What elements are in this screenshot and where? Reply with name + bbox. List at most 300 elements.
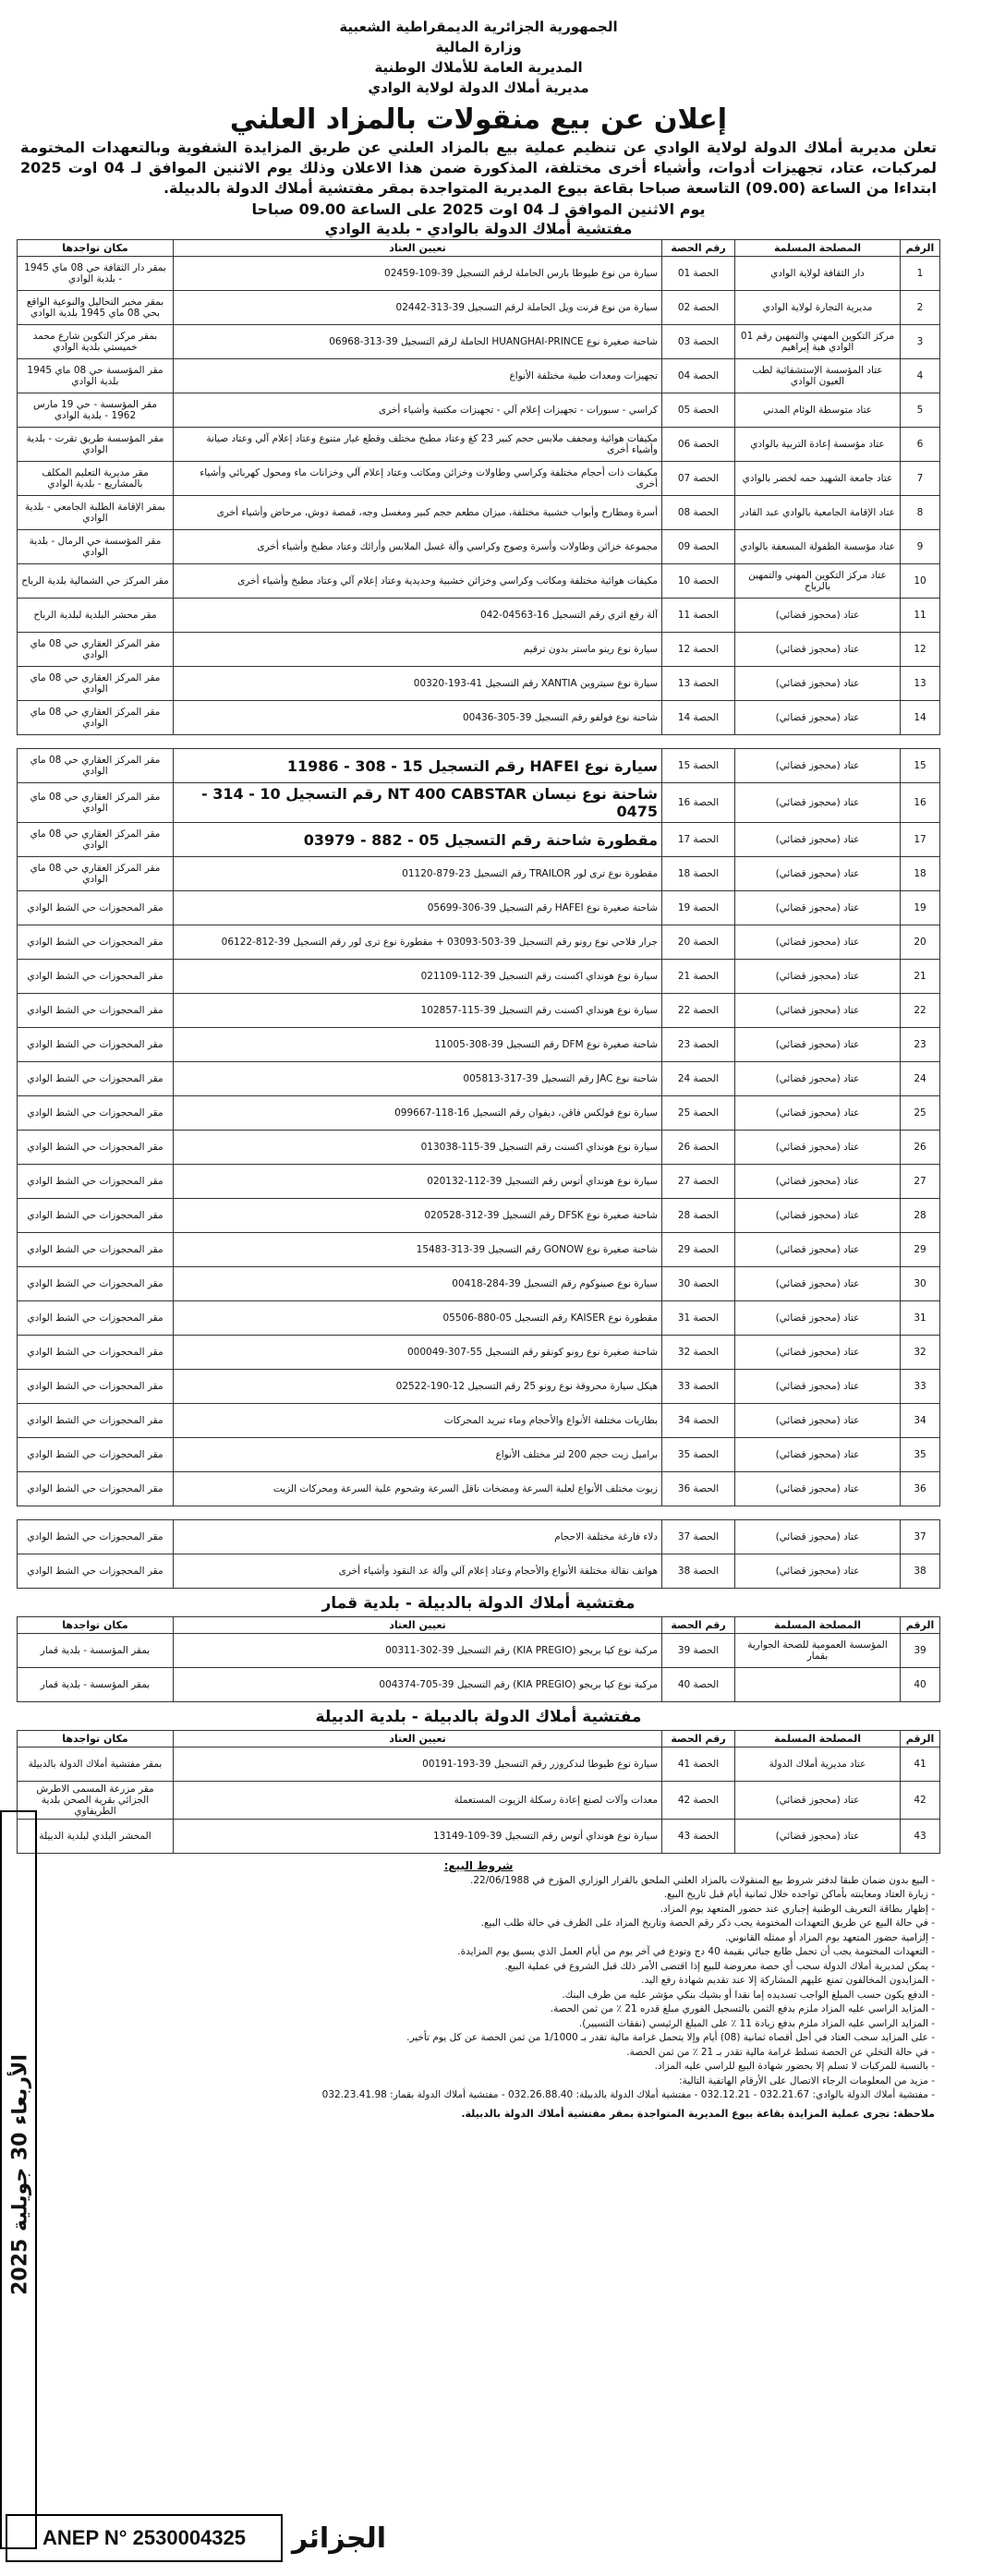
row-number: 31 — [901, 1301, 940, 1336]
table-body-4 — [18, 1634, 940, 1702]
table-row — [18, 994, 940, 1028]
row-location: مقر المحجوزات حي الشط الوادي — [18, 1520, 174, 1554]
condition-line: - الدفع يكون حسب المبلغ الواجب تسديده إما نقدا أو بشيك بنكي مؤشر عليه من طرف البنك. — [562, 1989, 935, 2001]
row-lot: الحصة 20 — [662, 925, 735, 960]
row-number: 38 — [901, 1554, 940, 1589]
row-lot: الحصة 02 — [662, 291, 735, 325]
row-location: بمقر مركز التكوين شارع محمد خميستي بلدية الوادي — [18, 325, 174, 359]
table-row — [18, 1634, 940, 1668]
row-number: 39 — [901, 1634, 940, 1668]
row-description: سيارة نوع هونداي اكسنت رقم التسجيل 39-115-102857 — [174, 994, 662, 1028]
anep-number: ANEP N° 2530004325 — [6, 2514, 283, 2562]
row-service: عتاد (محجوز قضائي) — [735, 667, 901, 701]
table-row — [18, 1233, 940, 1267]
header-line-3: المديرية العامة للأملاك الوطنية — [374, 59, 583, 76]
row-service: عتاد (محجوز قضائي) — [735, 857, 901, 891]
row-number: 41 — [901, 1748, 940, 1782]
row-description: سيارة من نوع فرنت ويل الحاملة لرقم التسجيل 39-313-02442 — [174, 291, 662, 325]
condition-line: - على المزايد سحب العتاد في أجل أقصاه ثمانية (08) أيام وإلا يتحمل غرامة مالية تقدر بـ 1/1000 من ثمن الحصة عن كل يوم تأخير. — [406, 2032, 935, 2043]
row-number: 5 — [901, 393, 940, 428]
row-description: جرار فلاحي نوع رونو رقم التسجيل 39-503-03093 + مقطورة نوع ترى لور رقم التسجيل 39-812-06122 — [174, 925, 662, 960]
row-location: بمقر مخبر التحاليل والنوعية الواقع بحي 08 ماي 1945 بلدية الوادي — [18, 291, 174, 325]
row-description: شاحنة صغيرة نوع DFM رقم التسجيل 39-308-11005 — [174, 1028, 662, 1062]
col-lot: رقم الحصة — [662, 1731, 735, 1748]
col-service: المصلحة المسلمة — [735, 1731, 901, 1748]
row-number: 25 — [901, 1096, 940, 1131]
row-description: براميل زيت حجم 200 لتر مختلف الأنواع — [174, 1438, 662, 1472]
row-lot: الحصة 35 — [662, 1438, 735, 1472]
table-row — [18, 530, 940, 564]
row-number: 16 — [901, 783, 940, 823]
row-number: 4 — [901, 359, 940, 393]
row-description: تجهيزات ومعدات طبية مختلفة الأنواع — [174, 359, 662, 393]
row-number: 1 — [901, 257, 940, 291]
row-lot: الحصة 14 — [662, 701, 735, 735]
row-description: بطاريات مختلفة الأنواع والأحجام وماء تبريد المحركات — [174, 1404, 662, 1438]
row-lot: الحصة 18 — [662, 857, 735, 891]
row-lot: الحصة 37 — [662, 1520, 735, 1554]
row-description: مقطورة نوع ترى لور TRAILOR رقم التسجيل 23-879-01120 — [174, 857, 662, 891]
row-number: 19 — [901, 891, 940, 925]
row-service: عتاد (محجوز قضائي) — [735, 749, 901, 783]
row-lot: الحصة 36 — [662, 1472, 735, 1506]
row-lot: الحصة 31 — [662, 1301, 735, 1336]
row-location: مقر المحجوزات حي الشط الوادي — [18, 1370, 174, 1404]
table-row — [18, 1668, 940, 1702]
row-number: 18 — [901, 857, 940, 891]
table-row — [18, 1520, 940, 1554]
row-description: مجموعة خزائن وطاولات وأسرة وصوج وكراسي وآلة غسل الملابس وأرائك وعتاد مطبخ وأشياء أخرى — [174, 530, 662, 564]
row-description: دلاء فارغة مختلفة الاحجام — [174, 1520, 662, 1554]
row-location: مقر المركز العقاري حي 08 ماي الوادي — [18, 633, 174, 667]
row-description: هواتف نقالة مختلفة الأنواع والأحجام وعتاد إعلام آلي وآلة عد النقود وأشياء أخرى — [174, 1554, 662, 1589]
date-line: يوم الاثنين الموافق لـ 04 اوت 2025 على الساعة 09.00 صباحا — [251, 200, 706, 218]
row-location: مقر مديرية التعليم المكلف بالمشاريع - بلدية الوادي — [18, 462, 174, 496]
col-loc: مكان تواجدها — [18, 1731, 174, 1748]
row-number: 21 — [901, 960, 940, 994]
table-row — [18, 1028, 940, 1062]
col-service: المصلحة المسلمة — [735, 1617, 901, 1634]
row-service: عتاد (محجوز قضائي) — [735, 1554, 901, 1589]
row-lot: الحصة 15 — [662, 749, 735, 783]
row-description: كراسي - سبورات - تجهيزات إعلام آلي - تجهيزات مكتبية وأشياء أخرى — [174, 393, 662, 428]
row-location: مقر محشر البلدية لبلدية الرباح — [18, 599, 174, 633]
row-location: بمقر الإقامة الطلبة الجامعي - بلدية الوادي — [18, 496, 174, 530]
table-row — [18, 393, 940, 428]
row-description: سيارة نوع فولكس فاقن، ديفوان رقم التسجيل 16-118-099667 — [174, 1096, 662, 1131]
row-location: مقر المحجوزات حي الشط الوادي — [18, 1233, 174, 1267]
row-service: عتاد (محجوز قضائي) — [735, 1820, 901, 1854]
col-lot: رقم الحصة — [662, 240, 735, 257]
row-number: 24 — [901, 1062, 940, 1096]
row-location: مقر المحجوزات حي الشط الوادي — [18, 1554, 174, 1589]
row-service: عتاد (محجوز قضائي) — [735, 1520, 901, 1554]
row-number: 12 — [901, 633, 940, 667]
table-section-2 — [17, 748, 940, 1506]
table-row — [18, 325, 940, 359]
table-body-5 — [18, 1748, 940, 1854]
row-location: مقر المحجوزات حي الشط الوادي — [18, 960, 174, 994]
row-service: عتاد (محجوز قضائي) — [735, 1028, 901, 1062]
table-body-3 — [18, 1520, 940, 1589]
row-number: 14 — [901, 701, 940, 735]
table-row — [18, 1472, 940, 1506]
row-number: 30 — [901, 1267, 940, 1301]
table-section-5 — [17, 1730, 940, 1854]
col-num: الرقم — [901, 1731, 940, 1748]
row-lot: الحصة 17 — [662, 823, 735, 857]
row-description: سيارة نوع هونداي أتوس رقم التسجيل 39-112-020132 — [174, 1165, 662, 1199]
row-lot: الحصة 28 — [662, 1199, 735, 1233]
table-row — [18, 564, 940, 599]
row-location: مقر المحجوزات حي الشط الوادي — [18, 1472, 174, 1506]
row-lot: الحصة 03 — [662, 325, 735, 359]
row-description: شاحنة صغيرة نوع HAFEI رقم التسجيل 39-306-05699 — [174, 891, 662, 925]
row-description: سيارة نوع طيوطا لندكروزر رقم التسجيل 39-193-00191 — [174, 1748, 662, 1782]
row-lot: الحصة 09 — [662, 530, 735, 564]
row-number: 6 — [901, 428, 940, 462]
row-service: عتاد (محجوز قضائي) — [735, 1267, 901, 1301]
row-service: عتاد (محجوز قضائي) — [735, 1404, 901, 1438]
table-row — [18, 1438, 940, 1472]
header-block — [17, 17, 940, 98]
row-location: مقر المركز العقاري حي 08 ماي الوادي — [18, 701, 174, 735]
row-service: عتاد (محجوز قضائي) — [735, 1472, 901, 1506]
table-row — [18, 1062, 940, 1096]
row-service: عتاد (محجوز قضائي) — [735, 960, 901, 994]
row-service — [735, 1668, 901, 1702]
row-location: مقر المركز العقاري حي 08 ماي الوادي — [18, 749, 174, 783]
row-service: عتاد (محجوز قضائي) — [735, 1782, 901, 1820]
row-service: عتاد (محجوز قضائي) — [735, 783, 901, 823]
row-location: مقر المؤسسة حي 08 ماي 1945 بلدية الوادي — [18, 359, 174, 393]
row-lot: الحصة 27 — [662, 1165, 735, 1199]
table-row — [18, 599, 940, 633]
header-line-4: مديرية أملاك الدولة لولاية الوادي — [368, 79, 589, 96]
condition-line: - يمكن لمديرية أملاك الدولة سحب أي حصة معروضة للبيع إذا اقتضى الأمر ذلك قبل الشروع في عملية البيع. — [504, 1960, 935, 1972]
row-lot: الحصة 29 — [662, 1233, 735, 1267]
row-description: مكيفات هوائية مختلفة ومكاتب وكراسي وخزائن خشبية وحديدية وعتاد إعلام آلي وعتاد مطبخ وأشياء أخرى — [174, 564, 662, 599]
row-location: مقر المحجوزات حي الشط الوادي — [18, 1028, 174, 1062]
row-service: عتاد (محجوز قضائي) — [735, 1165, 901, 1199]
table-row — [18, 857, 940, 891]
table-row — [18, 667, 940, 701]
row-service: عتاد (محجوز قضائي) — [735, 1096, 901, 1131]
row-location: بمقر دار الثقافة حي 08 ماي 1945 - بلدية الوادي — [18, 257, 174, 291]
row-lot: الحصة 19 — [662, 891, 735, 925]
table-row — [18, 1782, 940, 1820]
table-row — [18, 1336, 940, 1370]
conditions-note: ملاحظة: تجرى عملية المزايدة بقاعة بيوع المديرية المتواجدة بمقر مفتشية أملاك الدولة بالدبيلة. — [461, 2107, 935, 2120]
row-location: مقر المحجوزات حي الشط الوادي — [18, 925, 174, 960]
row-description: مكيفات ذات أحجام مختلفة وكراسي وطاولات وخزائن ومكاتب وعتاد إعلام آلي وخزانات ماء ومحول كهربائي وأشياء أخرى — [174, 462, 662, 496]
condition-line: - البيع بدون ضمان طبقا لدفتر شروط بيع المنقولات بالمزاد العلني الملحق بالقرار الوزاري المؤرخ في 22/06/1988. — [470, 1874, 935, 1886]
announcement — [17, 17, 940, 2121]
table-row — [18, 496, 940, 530]
row-service: عتاد (محجوز قضائي) — [735, 1131, 901, 1165]
table-row — [18, 633, 940, 667]
row-lot: الحصة 06 — [662, 428, 735, 462]
condition-line: - بالنسبة للمركبات لا تسلم إلا بحضور شهادة البيع للراسي عليه المزاد. — [654, 2061, 935, 2072]
row-number: 2 — [901, 291, 940, 325]
side-date-box — [0, 1810, 37, 2549]
row-service: عتاد مؤسسة الطفولة المسعفة بالوادي — [735, 530, 901, 564]
intro-paragraph: تعلن مديرية أملاك الدولة لولاية الوادي عن تنظيم عملية بيع بالمزاد العلني عن طريق المزايدة الشفوية وبالتعهدات المختومة لمركبات، عتاد، تجهيزات أدوات، وأشياء أخرى مختلفة، المذكورة ضمن هذا الاعلان وذلك يوم الاثنين الموافق لـ 04 اوت 2025 ابتداءا من الساعة (09.00) التاسعة صباحا بقاعة بيوع المديرية المتواجدة بمقر مفتشية أملاك الدولة بالدبيلة. — [20, 139, 937, 197]
row-location: مقر المركز العقاري حي 08 ماي الوادي — [18, 857, 174, 891]
table-row — [18, 1131, 940, 1165]
table-body-1 — [18, 257, 940, 735]
table-row — [18, 823, 940, 857]
table-row — [18, 1165, 940, 1199]
row-service: عتاد (محجوز قضائي) — [735, 1438, 901, 1472]
row-service: عتاد (محجوز قضائي) — [735, 823, 901, 857]
conditions-block — [17, 1859, 940, 2121]
condition-line: - إلزامية حضور المتعهد يوم المزاد أو ممثله القانوني. — [725, 1931, 935, 1943]
col-desc: تعيين العتاد — [174, 240, 662, 257]
row-service: عتاد (محجوز قضائي) — [735, 1199, 901, 1233]
row-description: سيارة نوع هونداي أتوس رقم التسجيل 39-109-13149 — [174, 1820, 662, 1854]
row-location: بمقر المؤسسة - بلدية قمار — [18, 1634, 174, 1668]
row-lot: الحصة 01 — [662, 257, 735, 291]
row-lot: الحصة 42 — [662, 1782, 735, 1820]
row-location: مقر المحجوزات حي الشط الوادي — [18, 1438, 174, 1472]
row-lot: الحصة 08 — [662, 496, 735, 530]
row-lot: الحصة 23 — [662, 1028, 735, 1062]
row-lot: الحصة 04 — [662, 359, 735, 393]
table-body-2 — [18, 749, 940, 1506]
table-row — [18, 1267, 940, 1301]
row-description: سيارة نوع رينو ماستر بدون ترقيم — [174, 633, 662, 667]
row-lot: الحصة 22 — [662, 994, 735, 1028]
row-location: مقر المحجوزات حي الشط الوادي — [18, 1199, 174, 1233]
table-row — [18, 1301, 940, 1336]
row-description: شاحنة صغيرة نوع HUANGHAI-PRINCE الحاملة لرقم التسجيل 39-313-06968 — [174, 325, 662, 359]
row-number: 33 — [901, 1370, 940, 1404]
table-row — [18, 257, 940, 291]
row-lot: الحصة 12 — [662, 633, 735, 667]
row-location: مقر المحجوزات حي الشط الوادي — [18, 1336, 174, 1370]
row-number: 23 — [901, 1028, 940, 1062]
row-service: عتاد مديرية أملاك الدولة — [735, 1748, 901, 1782]
section-4-title: مفتشية أملاك الدولة بالدبيلة - بلدية قمار — [321, 1594, 636, 1613]
table-section-1 — [17, 239, 940, 735]
row-number: 26 — [901, 1131, 940, 1165]
row-description: شاحنة نوع نيسان NT 400 CABSTAR رقم التسجيل 10 - 314 - 0475 — [174, 783, 662, 823]
condition-line: - التعهدات المختومة يجب أن تحمل طابع جبائي بقيمة 40 دج وتودع في آخر يوم من أيام العمل الذي يسبق يوم المزايدة. — [457, 1946, 935, 1957]
row-location: مقر المركز العقاري حي 08 ماي الوادي — [18, 783, 174, 823]
side-date-text: الأربعاء 30 جويلية 2025 — [8, 2054, 32, 2295]
row-service: عتاد مركز التكوين المهني والتمهين بالرباح — [735, 564, 901, 599]
table-row — [18, 1096, 940, 1131]
row-service: عتاد المؤسسة الإستشفائية لطب العيون الوادي — [735, 359, 901, 393]
row-number: 8 — [901, 496, 940, 530]
row-service: عتاد (محجوز قضائي) — [735, 1301, 901, 1336]
col-loc: مكان تواجدها — [18, 1617, 174, 1634]
row-location: مقر المحجوزات حي الشط الوادي — [18, 994, 174, 1028]
row-service: عتاد (محجوز قضائي) — [735, 1233, 901, 1267]
row-location: مقر المؤسسة - حي 19 مارس 1962 - بلدية الوادي — [18, 393, 174, 428]
row-number: 28 — [901, 1199, 940, 1233]
table-row — [18, 359, 940, 393]
row-lot: الحصة 10 — [662, 564, 735, 599]
row-location: بمقر مفتشية أملاك الدولة بالدبيلة — [18, 1748, 174, 1782]
row-location: مقر المركز العقاري حي 08 ماي الوادي — [18, 667, 174, 701]
row-lot: الحصة 21 — [662, 960, 735, 994]
row-description: مركبة نوع كيا بريجو (KIA PREGIO) رقم التسجيل 39-302-00311 — [174, 1634, 662, 1668]
col-num: الرقم — [901, 240, 940, 257]
row-location: مقر المحجوزات حي الشط الوادي — [18, 891, 174, 925]
row-number: 43 — [901, 1820, 940, 1854]
row-description: هيكل سيارة محروقة نوع رونو 25 رقم التسجيل 12-190-02522 — [174, 1370, 662, 1404]
row-location: بمقر المؤسسة - بلدية قمار — [18, 1668, 174, 1702]
row-description: سيارة نوع HAFEI رقم التسجيل 15 - 308 - 11986 — [174, 749, 662, 783]
row-lot: الحصة 16 — [662, 783, 735, 823]
table-row — [18, 749, 940, 783]
row-number: 9 — [901, 530, 940, 564]
table-section-4 — [17, 1616, 940, 1702]
row-service: عتاد (محجوز قضائي) — [735, 891, 901, 925]
row-number: 3 — [901, 325, 940, 359]
table-row — [18, 701, 940, 735]
col-num: الرقم — [901, 1617, 940, 1634]
col-loc: مكان تواجدها — [18, 240, 174, 257]
row-description: سيارة نوع صينوكوم رقم التسجيل 39-284-00418 — [174, 1267, 662, 1301]
row-number: 10 — [901, 564, 940, 599]
row-location: مقر المركز العقاري حي 08 ماي الوادي — [18, 823, 174, 857]
row-lot: الحصة 33 — [662, 1370, 735, 1404]
row-lot: الحصة 07 — [662, 462, 735, 496]
row-lot: الحصة 34 — [662, 1404, 735, 1438]
row-lot: الحصة 38 — [662, 1554, 735, 1589]
row-description: شاحنة صغيرة نوع DFSK رقم التسجيل 39-312-020528 — [174, 1199, 662, 1233]
row-number: 15 — [901, 749, 940, 783]
header-line-2: وزارة المالية — [435, 39, 522, 55]
table-row — [18, 291, 940, 325]
table-row — [18, 783, 940, 823]
condition-line: - في حالة البيع عن طريق التعهدات المختومة يجب ذكر رقم الحصة وتاريخ المزاد على الظرف في حالة طلب البيع. — [480, 1917, 935, 1929]
table-row — [18, 925, 940, 960]
row-number: 40 — [901, 1668, 940, 1702]
row-description: أسرة ومطارح وأبواب خشبية مختلفة، ميزان مطعم حجم كبير ومغسل وجه، قمصة دوش، مرحاض وأشياء أخرى — [174, 496, 662, 530]
row-location: مقر المحجوزات حي الشط الوادي — [18, 1131, 174, 1165]
row-service: عتاد (محجوز قضائي) — [735, 925, 901, 960]
row-description: معدات وآلات لصنع إعادة رسكلة الزيوت المستعملة — [174, 1782, 662, 1820]
row-description: شاحنة نوع فولفو رقم التسجيل 39-305-00436 — [174, 701, 662, 735]
table-row — [18, 1370, 940, 1404]
row-description: شاحنة صغيرة نوع رونو كونقو رقم التسجيل 55-307-000049 — [174, 1336, 662, 1370]
col-desc: تعيين العتاد — [174, 1617, 662, 1634]
row-description: مكيفات هوائية ومجفف ملابس حجم كبير 23 كغ وعتاد مطبخ مختلف وقطع غيار متنوع وعتاد إعلام آلي وعتاد صيانة وأشياء أخرى — [174, 428, 662, 462]
section-subtitle: مفتشية أملاك الدولة بالوادي - بلدية الوادي — [324, 220, 633, 237]
row-service: عتاد (محجوز قضائي) — [735, 633, 901, 667]
condition-line: - المزايدون المخالفون تمنع عليهم المشاركة إلا عند تقديم شهادة رفع اليد. — [641, 1975, 935, 1986]
row-number: 20 — [901, 925, 940, 960]
row-service: عتاد جامعة الشهيد حمه لخضر بالوادي — [735, 462, 901, 496]
row-number: 32 — [901, 1336, 940, 1370]
row-number: 11 — [901, 599, 940, 633]
row-description: سيارة نوع هونداي اكسنت رقم التسجيل 39-115-013038 — [174, 1131, 662, 1165]
header-line-1: الجمهورية الجزائرية الديمقراطية الشعبية — [339, 18, 618, 35]
row-lot: الحصة 25 — [662, 1096, 735, 1131]
row-number: 42 — [901, 1782, 940, 1820]
condition-line: - في حالة التخلي عن الحصة تسلط غرامة مالية تقدر بـ 21 ٪ من ثمن الحصة. — [626, 2046, 935, 2058]
table-row — [18, 960, 940, 994]
row-number: 17 — [901, 823, 940, 857]
row-number: 27 — [901, 1165, 940, 1199]
col-lot: رقم الحصة — [662, 1617, 735, 1634]
row-description: سيارة نوع سيتروين XANTIA رقم التسجيل 41-193-00320 — [174, 667, 662, 701]
table-row — [18, 1404, 940, 1438]
row-service: المؤسسة العمومية للصحة الجوارية بقمار — [735, 1634, 901, 1668]
row-lot: الحصة 24 — [662, 1062, 735, 1096]
row-lot: الحصة 40 — [662, 1668, 735, 1702]
condition-line: - مفتشية أملاك الدولة بالوادي: 032.21.67 - 032.12.21 - مفتشية أملاك الدولة بالدبيلة: 032.26.88.40 - مفتشية أملاك الدولة بقمار: 032.23.41.98 — [321, 2089, 935, 2100]
row-location: مقر المركز حي الشمالية بلدية الرباح — [18, 564, 174, 599]
row-service: دار الثقافة لولاية الوادي — [735, 257, 901, 291]
page-title: إعلان عن بيع منقولات بالمزاد العلني — [229, 103, 728, 136]
row-number: 13 — [901, 667, 940, 701]
row-location: مقر المحجوزات حي الشط الوادي — [18, 1267, 174, 1301]
row-service: عتاد (محجوز قضائي) — [735, 1336, 901, 1370]
row-location: مقر المحجوزات حي الشط الوادي — [18, 1062, 174, 1096]
row-service: عتاد متوسطة الوئام المدني — [735, 393, 901, 428]
table-row — [18, 1820, 940, 1854]
row-service: عتاد مؤسسة إعادة التربية بالوادي — [735, 428, 901, 462]
row-service: عتاد (محجوز قضائي) — [735, 1370, 901, 1404]
row-location: مقر المحجوزات حي الشط الوادي — [18, 1165, 174, 1199]
row-number: 36 — [901, 1472, 940, 1506]
row-number: 37 — [901, 1520, 940, 1554]
row-description: زيوت مختلف الأنواع لعلبة السرعة ومضخات ناقل السرعة وشحوم علبة السرعة ومحركات الزيت — [174, 1472, 662, 1506]
table-row — [18, 428, 940, 462]
row-lot: الحصة 13 — [662, 667, 735, 701]
section-5-title: مفتشية أملاك الدولة بالدبيلة - بلدية الدبيلة — [315, 1708, 642, 1726]
row-service: عتاد (محجوز قضائي) — [735, 994, 901, 1028]
row-location: المحشر البلدي لبلدية الدبيلة — [18, 1820, 174, 1854]
row-number: 29 — [901, 1233, 940, 1267]
table-row — [18, 462, 940, 496]
row-service: عتاد الإقامة الجامعية بالوادي عبد القادر — [735, 496, 901, 530]
row-location: مقر مزرعة المسمى الاطرش الجزائي بقرية الصحن بلدية الطريفاوي — [18, 1782, 174, 1820]
row-lot: الحصة 41 — [662, 1748, 735, 1782]
row-lot: الحصة 11 — [662, 599, 735, 633]
row-location: مقر المحجوزات حي الشط الوادي — [18, 1404, 174, 1438]
row-description: شاحنة نوع JAC رقم التسجيل 39-317-005813 — [174, 1062, 662, 1096]
condition-line: - المزايد الراسي عليه المزاد ملزم بدفع الثمن بالتسجيل الفوري مبلغ قدره 21 ٪ من ثمن الحصة. — [550, 2003, 935, 2014]
row-description: سيارة نوع هونداي اكسنت رقم التسجيل 39-112-021109 — [174, 960, 662, 994]
condition-line: - مزيد من المعلومات الرجاء الاتصال على الأرقام الهاتفية التالية: — [679, 2074, 935, 2086]
row-description: مقطورة نوع KAISER رقم التسجيل 05-880-05506 — [174, 1301, 662, 1336]
row-description: مقطورة شاحنة رقم التسجيل 05 - 882 - 03979 — [174, 823, 662, 857]
col-service: المصلحة المسلمة — [735, 240, 901, 257]
row-description: سيارة من نوع طيوطا بارس الحاملة لرقم التسجيل 39-109-02459 — [174, 257, 662, 291]
row-number: 34 — [901, 1404, 940, 1438]
row-lot: الحصة 30 — [662, 1267, 735, 1301]
row-location: مقر المحجوزات حي الشط الوادي — [18, 1096, 174, 1131]
conditions-list — [22, 1874, 935, 2103]
row-description: آلة رفع اثري رقم التسجيل 16-04563-042 — [174, 599, 662, 633]
table-row — [18, 891, 940, 925]
row-lot: الحصة 32 — [662, 1336, 735, 1370]
row-number: 35 — [901, 1438, 940, 1472]
row-number: 22 — [901, 994, 940, 1028]
row-service: عتاد (محجوز قضائي) — [735, 1062, 901, 1096]
table-row — [18, 1199, 940, 1233]
row-description: مركبة نوع كيا بريجو (KIA PREGIO) رقم التسجيل 39-705-004374 — [174, 1668, 662, 1702]
row-description: شاحنة صغيرة نوع GONOW رقم التسجيل 39-313-15483 — [174, 1233, 662, 1267]
condition-line: - المزايد الراسي عليه المزاد ملزم بدفع زيادة 11 ٪ على المبلغ الرئيسي (نفقات التسيير). — [578, 2017, 935, 2029]
table-row — [18, 1748, 940, 1782]
